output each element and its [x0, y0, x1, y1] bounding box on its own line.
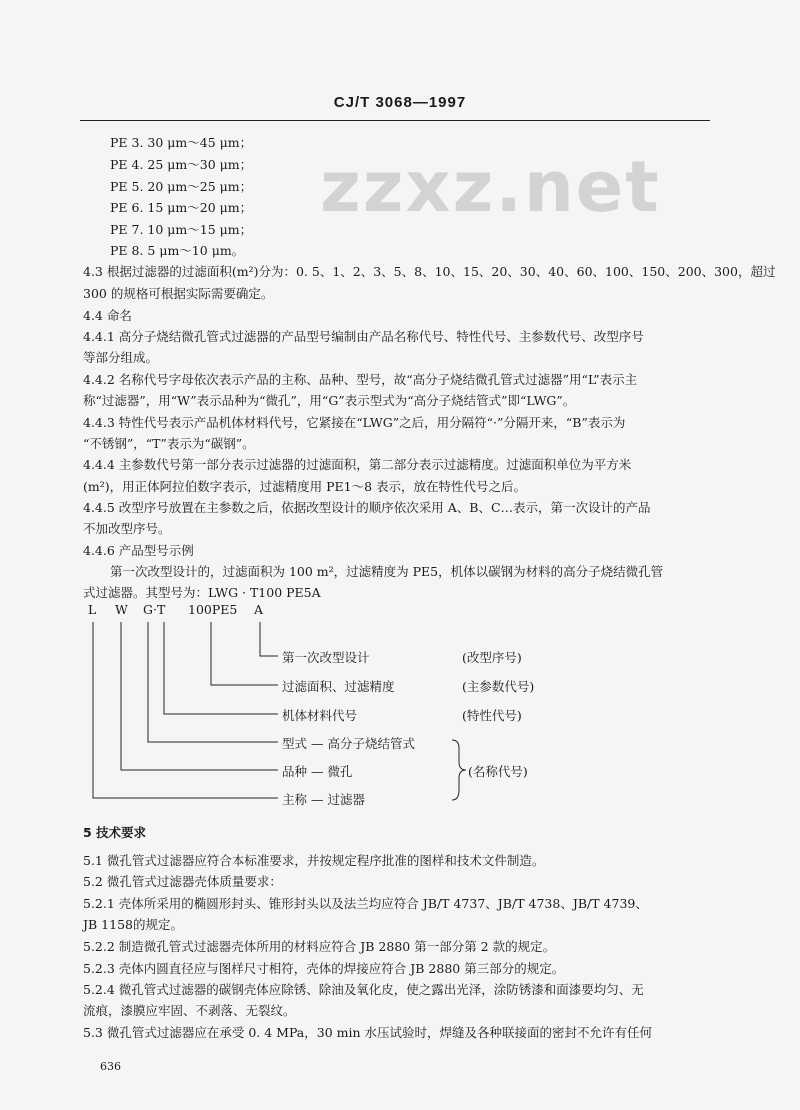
diagram-code-name: (主参数代号): [462, 679, 535, 694]
watermark: zzxz.net: [320, 146, 661, 228]
clause-4-4-3-line1: 4.4.3 特性代号表示产品机体材料代号，它紧接在“LWG”之后，用分隔符“·”分隔开来，“B”表示为: [83, 415, 626, 430]
clause-5-3: 5.3 微孔管式过滤器应在承受 0. 4 MPa，30 min 水压试验时，焊缝及各种联接面的密封不允许有任何: [83, 1025, 653, 1040]
code-area-precision: 100PE5: [188, 602, 238, 617]
clause-4-4-5-line2: 不加改型序号。: [83, 521, 171, 536]
clause-4-4-1-line2: 等部分组成。: [83, 350, 159, 365]
diagram-label: 主称 — 过滤器: [282, 792, 365, 807]
pe-item: PE 4. 25 μm～30 μm；: [110, 157, 253, 172]
pe-item: PE 8. 5 μm～10 μm。: [110, 243, 245, 258]
standard-code: CJ/T 3068—1997: [333, 94, 467, 111]
diagram-label: 机体材料代号: [282, 708, 358, 723]
section-5-title: 5 技术要求: [83, 825, 147, 840]
code-letter-L: L: [88, 602, 97, 617]
clause-4-3-line1: 4.3 根据过滤器的过滤面积(m²)分为：0. 5、1、2、3、5、8、10、15、20、30、40、60、100、150、200、300，超过: [83, 264, 776, 279]
clause-4-4-6-line1: 第一次改型设计的，过滤面积为 100 m²，过滤精度为 PE5，机体以碳钢为材料的高分子烧结微孔管: [110, 564, 664, 579]
diagram-label: 型式 — 高分子烧结管式: [282, 736, 415, 751]
connector-line: [121, 622, 278, 770]
clause-5-2-1-line2: JB 1158的规定。: [83, 917, 183, 932]
clause-5-2-3: 5.2.3 壳体内圆直径应与图样尺寸相符，壳体的焊接应符合 JB 2880 第三部分的规定。: [83, 961, 565, 976]
clause-4-4-5-line1: 4.4.5 改型序号放置在主参数之后，依据改型设计的顺序依次采用 A、B、C…表示，第一次设计的产品: [83, 500, 651, 515]
clause-4-3-line2: 300 的规格可根据实际需要确定。: [83, 286, 274, 301]
clause-5-2-1-line1: 5.2.1 壳体所采用的椭圆形封头、锥形封头以及法兰均应符合 JB/T 4737、JB/T 4738、JB/T 4739、: [83, 896, 648, 911]
clause-5-2-2: 5.2.2 制造微孔管式过滤器壳体所用的材料应符合 JB 2880 第一部分第 2 款的规定。: [83, 939, 556, 954]
connector-line: [260, 622, 278, 656]
clause-5-2-4-line1: 5.2.4 微孔管式过滤器的碳钢壳体应除锈、除油及氧化皮，使之露出光泽，涂防锈漆和面漆要均匀、无: [83, 982, 644, 997]
page-number: 636: [100, 1060, 121, 1073]
pe-item: PE 3. 30 μm～45 μm；: [110, 135, 253, 150]
diagram-brace-label: (名称代号): [468, 764, 528, 779]
clause-4-4-2-line2: 称“过滤器”，用“W”表示品种为“微孔”，用“G”表示型式为“高分子烧结管式”即“LWG”。: [83, 393, 576, 408]
diagram-code-name: (改型序号): [462, 650, 522, 665]
diagram-label: 第一次改型设计: [282, 650, 370, 665]
connector-line: [211, 622, 278, 685]
clause-5-2: 5.2 微孔管式过滤器壳体质量要求：: [83, 874, 282, 889]
pe-item: PE 7. 10 μm～15 μm；: [110, 222, 253, 237]
diagram-label: 品种 — 微孔: [282, 764, 353, 779]
diagram-code-name: (特性代号): [462, 708, 522, 723]
code-letter-A: A: [254, 602, 264, 617]
clause-4-4-6-line2: 式过滤器。其型号为：LWG · T100 PE5A: [83, 585, 321, 600]
brace: [452, 740, 466, 800]
clause-5-2-4-line2: 流痕，漆膜应牢固、不剥落、无裂纹。: [83, 1003, 296, 1018]
pe-item: PE 6. 15 μm～20 μm；: [110, 200, 253, 215]
clause-4-4-1-line1: 4.4.1 高分子烧结微孔管式过滤器的产品型号编制由产品名称代号、特性代号、主参数代号、改型序号: [83, 329, 644, 344]
clause-5-1: 5.1 微孔管式过滤器应符合本标准要求，并按规定程序批准的图样和技术文件制造。: [83, 853, 545, 868]
clause-4-4: 4.4 命名: [83, 308, 132, 323]
code-letter-G-T: G·T: [143, 602, 166, 617]
clause-4-4-6-title: 4.4.6 产品型号示例: [83, 543, 194, 558]
connector-line: [148, 622, 278, 742]
connector-line: [164, 622, 278, 714]
clause-4-4-4-line1: 4.4.4 主参数代号第一部分表示过滤器的过滤面积，第二部分表示过滤精度。过滤面积单位为平方米: [83, 457, 632, 472]
code-letter-W: W: [115, 602, 128, 617]
diagram-label: 过滤面积、过滤精度: [282, 679, 395, 694]
pe-item: PE 5. 20 μm～25 μm；: [110, 179, 253, 194]
clause-4-4-3-line2: “不锈钢”，“T”表示为“碳钢”。: [83, 436, 255, 451]
clause-4-4-4-line2: (m²)，用正体阿拉伯数字表示，过滤精度用 PE1～8 表示，放在特性代号之后。: [83, 479, 527, 494]
clause-4-4-2-line1: 4.4.2 名称代号字母依次表示产品的主称、品种、型号，故“高分子烧结微孔管式过滤器”用“L”表示主: [83, 372, 638, 387]
